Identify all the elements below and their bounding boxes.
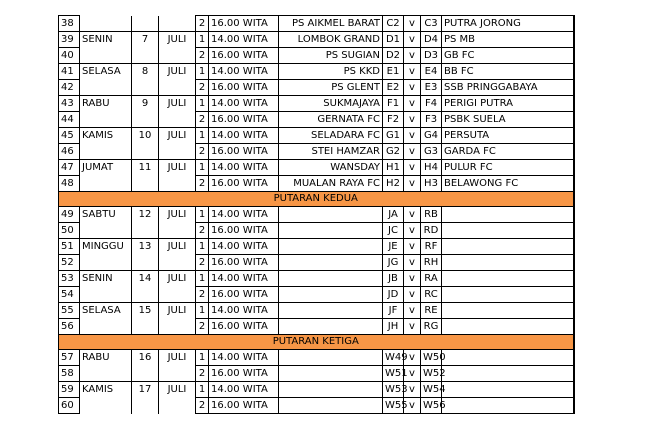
home-team-cell: LOMBOK GRAND	[279, 32, 383, 48]
home-code-cell: D2	[383, 48, 404, 64]
month-cell	[159, 223, 196, 239]
session-cell: 2	[196, 16, 209, 32]
session-cell: 1	[196, 160, 209, 176]
home-team-cell	[279, 319, 383, 335]
time-cell: 16.00 WITA	[209, 112, 279, 128]
time-cell: 16.00 WITA	[209, 255, 279, 271]
session-cell: 2	[196, 319, 209, 335]
round-header: PUTARAN KEDUA	[59, 192, 574, 207]
home-code-cell: W53	[383, 382, 404, 398]
versus-cell: v	[404, 160, 421, 176]
away-code-cell: RG	[421, 319, 442, 335]
away-code-cell: D3	[421, 48, 442, 64]
date-cell	[132, 398, 159, 414]
date-cell: 8	[132, 64, 159, 80]
match-number-cell: 39	[59, 32, 80, 48]
away-code-cell: W56	[421, 398, 442, 414]
date-cell	[132, 223, 159, 239]
versus-cell: v	[404, 287, 421, 303]
away-code-cell: H3	[421, 176, 442, 192]
time-cell: 16.00 WITA	[209, 48, 279, 64]
day-cell	[80, 80, 132, 96]
session-cell: 2	[196, 48, 209, 64]
versus-cell: v	[404, 80, 421, 96]
match-row	[59, 96, 574, 112]
home-team-cell	[279, 382, 383, 398]
away-team-cell	[442, 382, 574, 398]
date-cell: 10	[132, 128, 159, 144]
match-number-cell: 47	[59, 160, 80, 176]
session-cell: 1	[196, 271, 209, 287]
away-code-cell: G4	[421, 128, 442, 144]
home-code-cell: G2	[383, 144, 404, 160]
session-cell: 2	[196, 223, 209, 239]
away-code-cell: H4	[421, 160, 442, 176]
session-cell: 2	[196, 176, 209, 192]
date-cell: 12	[132, 207, 159, 223]
date-cell: 15	[132, 303, 159, 319]
month-cell	[159, 319, 196, 335]
away-code-cell: RH	[421, 255, 442, 271]
month-cell: JULI	[159, 239, 196, 255]
match-number-cell: 53	[59, 271, 80, 287]
versus-cell: v	[404, 144, 421, 160]
match-number-cell: 55	[59, 303, 80, 319]
match-number-cell: 51	[59, 239, 80, 255]
home-code-cell: F2	[383, 112, 404, 128]
home-code-cell: JF	[383, 303, 404, 319]
month-cell	[159, 16, 196, 32]
away-code-cell: RA	[421, 271, 442, 287]
versus-cell: v	[404, 223, 421, 239]
session-cell: 2	[196, 366, 209, 382]
day-cell: MINGGU	[80, 239, 132, 255]
day-cell	[80, 319, 132, 335]
date-cell: 9	[132, 96, 159, 112]
session-cell: 1	[196, 207, 209, 223]
time-cell: 14.00 WITA	[209, 96, 279, 112]
versus-cell: v	[404, 96, 421, 112]
month-cell: JULI	[159, 207, 196, 223]
time-cell: 16.00 WITA	[209, 287, 279, 303]
session-cell: 2	[196, 144, 209, 160]
home-team-cell	[279, 255, 383, 271]
match-row	[59, 144, 574, 160]
home-team-cell: STEI HAMZAR	[279, 144, 383, 160]
time-cell: 16.00 WITA	[209, 16, 279, 32]
date-cell: 17	[132, 382, 159, 398]
away-code-cell: D4	[421, 32, 442, 48]
away-code-cell: RE	[421, 303, 442, 319]
home-team-cell: PS AIKMEL BARAT	[279, 16, 383, 32]
time-cell: 14.00 WITA	[209, 32, 279, 48]
session-cell: 2	[196, 255, 209, 271]
time-cell: 14.00 WITA	[209, 128, 279, 144]
away-team-cell: BELAWONG FC	[442, 176, 574, 192]
home-code-cell: H2	[383, 176, 404, 192]
home-team-cell	[279, 271, 383, 287]
match-row	[59, 160, 574, 176]
day-cell: KAMIS	[80, 382, 132, 398]
round-header: PUTARAN KETIGA	[59, 335, 574, 350]
versus-cell: v	[404, 112, 421, 128]
month-cell: JULI	[159, 96, 196, 112]
away-team-cell	[442, 223, 574, 239]
date-cell	[132, 144, 159, 160]
away-team-cell	[442, 207, 574, 223]
home-team-cell	[279, 287, 383, 303]
away-team-cell	[442, 398, 574, 414]
time-cell: 16.00 WITA	[209, 319, 279, 335]
day-cell	[80, 144, 132, 160]
time-cell: 16.00 WITA	[209, 144, 279, 160]
home-code-cell: D1	[383, 32, 404, 48]
home-team-cell: SELADARA FC	[279, 128, 383, 144]
day-cell: SABTU	[80, 207, 132, 223]
home-team-cell	[279, 398, 383, 414]
month-cell	[159, 112, 196, 128]
match-schedule-table	[58, 15, 575, 414]
versus-cell: v	[404, 350, 421, 366]
away-code-cell: W54	[421, 382, 442, 398]
date-cell	[132, 319, 159, 335]
day-cell	[80, 366, 132, 382]
home-team-cell: PS KKD	[279, 64, 383, 80]
match-number-cell: 45	[59, 128, 80, 144]
away-team-cell	[442, 350, 574, 366]
match-row	[59, 16, 574, 32]
time-cell: 14.00 WITA	[209, 207, 279, 223]
versus-cell: v	[404, 32, 421, 48]
match-number-cell: 60	[59, 398, 80, 414]
home-team-cell: WANSDAY	[279, 160, 383, 176]
match-row	[59, 223, 574, 239]
session-cell: 1	[196, 239, 209, 255]
date-cell	[132, 112, 159, 128]
home-code-cell: JE	[383, 239, 404, 255]
home-code-cell: JD	[383, 287, 404, 303]
time-cell: 16.00 WITA	[209, 80, 279, 96]
session-cell: 2	[196, 112, 209, 128]
versus-cell: v	[404, 64, 421, 80]
date-cell	[132, 287, 159, 303]
home-code-cell: E2	[383, 80, 404, 96]
versus-cell: v	[404, 319, 421, 335]
month-cell: JULI	[159, 64, 196, 80]
away-code-cell: RC	[421, 287, 442, 303]
session-cell: 1	[196, 32, 209, 48]
session-cell: 1	[196, 382, 209, 398]
versus-cell: v	[404, 128, 421, 144]
away-code-cell: F4	[421, 96, 442, 112]
match-row	[59, 303, 574, 319]
session-cell: 1	[196, 96, 209, 112]
home-team-cell: PS GLENT	[279, 80, 383, 96]
match-row	[59, 382, 574, 398]
away-code-cell: W50	[421, 350, 442, 366]
match-row	[59, 366, 574, 382]
home-code-cell: C2	[383, 16, 404, 32]
day-cell	[80, 176, 132, 192]
match-row	[59, 128, 574, 144]
versus-cell: v	[404, 176, 421, 192]
date-cell	[132, 255, 159, 271]
home-team-cell: SUKMAJAYA	[279, 96, 383, 112]
match-row	[59, 287, 574, 303]
date-cell: 11	[132, 160, 159, 176]
day-cell	[80, 48, 132, 64]
match-number-cell: 58	[59, 366, 80, 382]
date-cell	[132, 176, 159, 192]
day-cell	[80, 255, 132, 271]
match-row	[59, 350, 574, 366]
match-row	[59, 176, 574, 192]
home-code-cell: H1	[383, 160, 404, 176]
month-cell	[159, 366, 196, 382]
month-cell: JULI	[159, 271, 196, 287]
month-cell	[159, 80, 196, 96]
day-cell: JUMAT	[80, 160, 132, 176]
home-code-cell: F1	[383, 96, 404, 112]
versus-cell: v	[404, 48, 421, 64]
match-row	[59, 64, 574, 80]
versus-cell: v	[404, 239, 421, 255]
session-cell: 1	[196, 350, 209, 366]
away-code-cell: E4	[421, 64, 442, 80]
away-team-cell: PULUR FC	[442, 160, 574, 176]
home-team-cell	[279, 207, 383, 223]
time-cell: 14.00 WITA	[209, 64, 279, 80]
day-cell: RABU	[80, 96, 132, 112]
date-cell	[132, 366, 159, 382]
match-number-cell: 46	[59, 144, 80, 160]
away-team-cell: PUTRA JORONG	[442, 16, 574, 32]
home-team-cell	[279, 303, 383, 319]
match-row	[59, 80, 574, 96]
away-team-cell: PSBK SUELA	[442, 112, 574, 128]
month-cell	[159, 144, 196, 160]
away-code-cell: C3	[421, 16, 442, 32]
day-cell: SENIN	[80, 271, 132, 287]
home-team-cell: MUALAN RAYA FC	[279, 176, 383, 192]
day-cell: RABU	[80, 350, 132, 366]
away-code-cell: W52	[421, 366, 442, 382]
home-code-cell: JG	[383, 255, 404, 271]
time-cell: 14.00 WITA	[209, 271, 279, 287]
match-row	[59, 398, 574, 414]
time-cell: 16.00 WITA	[209, 366, 279, 382]
time-cell: 14.00 WITA	[209, 303, 279, 319]
home-team-cell	[279, 350, 383, 366]
away-team-cell	[442, 366, 574, 382]
away-team-cell	[442, 271, 574, 287]
month-cell	[159, 48, 196, 64]
month-cell: JULI	[159, 128, 196, 144]
date-cell	[132, 48, 159, 64]
month-cell	[159, 287, 196, 303]
versus-cell: v	[404, 303, 421, 319]
day-cell: SENIN	[80, 32, 132, 48]
time-cell: 14.00 WITA	[209, 160, 279, 176]
round-header-row	[59, 335, 574, 350]
match-row	[59, 112, 574, 128]
time-cell: 16.00 WITA	[209, 176, 279, 192]
date-cell: 7	[132, 32, 159, 48]
match-number-cell: 54	[59, 287, 80, 303]
date-cell: 16	[132, 350, 159, 366]
day-cell	[80, 16, 132, 32]
match-number-cell: 48	[59, 176, 80, 192]
month-cell: JULI	[159, 382, 196, 398]
away-team-cell: SSB PRINGGABAYA	[442, 80, 574, 96]
away-team-cell: BB FC	[442, 64, 574, 80]
time-cell: 16.00 WITA	[209, 398, 279, 414]
home-code-cell: E1	[383, 64, 404, 80]
home-code-cell: W49	[383, 350, 404, 366]
day-cell	[80, 112, 132, 128]
session-cell: 1	[196, 64, 209, 80]
versus-cell: v	[404, 382, 421, 398]
date-cell: 14	[132, 271, 159, 287]
day-cell	[80, 398, 132, 414]
month-cell: JULI	[159, 350, 196, 366]
match-number-cell: 49	[59, 207, 80, 223]
time-cell: 14.00 WITA	[209, 350, 279, 366]
match-number-cell: 50	[59, 223, 80, 239]
round-header-row	[59, 192, 574, 207]
day-cell: KAMIS	[80, 128, 132, 144]
away-team-cell	[442, 303, 574, 319]
home-code-cell: W55	[383, 398, 404, 414]
away-team-cell: PS MB	[442, 32, 574, 48]
versus-cell: v	[404, 16, 421, 32]
away-code-cell: RF	[421, 239, 442, 255]
away-team-cell	[442, 319, 574, 335]
away-code-cell: RD	[421, 223, 442, 239]
away-team-cell	[442, 239, 574, 255]
match-number-cell: 42	[59, 80, 80, 96]
month-cell: JULI	[159, 160, 196, 176]
home-team-cell: GERNATA FC	[279, 112, 383, 128]
date-cell	[132, 80, 159, 96]
day-cell: SELASA	[80, 303, 132, 319]
away-team-cell	[442, 287, 574, 303]
away-team-cell: PERIGI PUTRA	[442, 96, 574, 112]
home-team-cell: PS SUGIAN	[279, 48, 383, 64]
month-cell	[159, 176, 196, 192]
away-code-cell: F3	[421, 112, 442, 128]
session-cell: 2	[196, 287, 209, 303]
match-number-cell: 59	[59, 382, 80, 398]
day-cell: SELASA	[80, 64, 132, 80]
session-cell: 1	[196, 128, 209, 144]
home-code-cell: W51	[383, 366, 404, 382]
match-row	[59, 48, 574, 64]
away-code-cell: G3	[421, 144, 442, 160]
home-code-cell: JH	[383, 319, 404, 335]
match-row	[59, 207, 574, 223]
away-team-cell: GB FC	[442, 48, 574, 64]
home-code-cell: G1	[383, 128, 404, 144]
match-number-cell: 57	[59, 350, 80, 366]
day-cell	[80, 287, 132, 303]
versus-cell: v	[404, 398, 421, 414]
home-team-cell	[279, 223, 383, 239]
match-number-cell: 44	[59, 112, 80, 128]
session-cell: 2	[196, 398, 209, 414]
away-team-cell: GARDA FC	[442, 144, 574, 160]
month-cell	[159, 255, 196, 271]
match-number-cell: 40	[59, 48, 80, 64]
day-cell	[80, 223, 132, 239]
versus-cell: v	[404, 271, 421, 287]
match-row	[59, 32, 574, 48]
home-team-cell	[279, 239, 383, 255]
time-cell: 14.00 WITA	[209, 239, 279, 255]
match-row	[59, 271, 574, 287]
home-code-cell: JC	[383, 223, 404, 239]
month-cell	[159, 398, 196, 414]
away-team-cell	[442, 255, 574, 271]
match-number-cell: 38	[59, 16, 80, 32]
match-number-cell: 43	[59, 96, 80, 112]
away-code-cell: RB	[421, 207, 442, 223]
home-code-cell: JB	[383, 271, 404, 287]
away-team-cell: PERSUTA	[442, 128, 574, 144]
month-cell: JULI	[159, 303, 196, 319]
time-cell: 14.00 WITA	[209, 382, 279, 398]
date-cell: 13	[132, 239, 159, 255]
versus-cell: v	[404, 207, 421, 223]
home-code-cell: JA	[383, 207, 404, 223]
away-code-cell: E3	[421, 80, 442, 96]
match-number-cell: 52	[59, 255, 80, 271]
match-number-cell: 41	[59, 64, 80, 80]
session-cell: 2	[196, 80, 209, 96]
session-cell: 1	[196, 303, 209, 319]
home-team-cell	[279, 366, 383, 382]
schedule-body	[59, 16, 574, 414]
match-number-cell: 56	[59, 319, 80, 335]
match-row	[59, 319, 574, 335]
time-cell: 16.00 WITA	[209, 223, 279, 239]
match-row	[59, 239, 574, 255]
match-row	[59, 255, 574, 271]
versus-cell: v	[404, 366, 421, 382]
versus-cell: v	[404, 255, 421, 271]
month-cell: JULI	[159, 32, 196, 48]
date-cell	[132, 16, 159, 32]
